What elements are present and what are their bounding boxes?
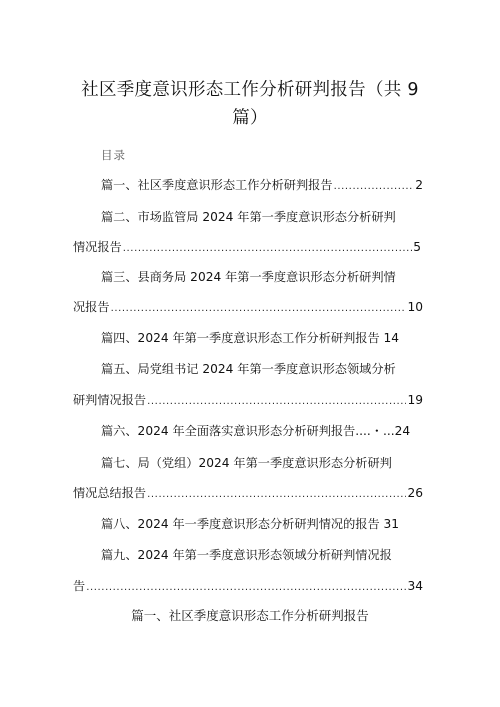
toc-entry-5-line-2[interactable]	[73, 391, 423, 408]
toc-page-number: 5	[413, 240, 421, 254]
toc-leader	[123, 243, 412, 254]
document-title-line-2: 篇）	[232, 108, 268, 128]
toc-entry-8[interactable]: 篇八、2024 年一季度意识形态分析研判情况的报告 31	[101, 517, 400, 531]
toc-page-number: 34	[407, 579, 423, 593]
toc-entry-9-line-2[interactable]	[73, 577, 423, 594]
toc-heading: 目录	[101, 148, 126, 162]
toc-entry-5-line-1[interactable]: 篇五、局党组书记 2024 年第一季度意识形态领域分析	[101, 362, 396, 376]
toc-entry-3-line-2[interactable]	[73, 298, 423, 315]
toc-entry-text: 篇一、社区季度意识形态工作分析研判报告	[101, 178, 333, 192]
toc-leader	[86, 582, 406, 593]
toc-entry-text: 情况总结报告	[73, 486, 147, 500]
toc-entry-3-line-1[interactable]: 篇三、县商务局 2024 年第一季度意识形态分析研判情	[101, 270, 396, 284]
toc-entry-text: 研判情况报告	[73, 393, 147, 407]
toc-page-number: 10	[407, 300, 423, 314]
toc-leader	[147, 489, 406, 500]
toc-page-number: 26	[407, 486, 423, 500]
toc-entry-9-line-1[interactable]: 篇九、2024 年第一季度意识形态领域分析研判情况报	[101, 548, 392, 562]
toc-entry-2-line-1[interactable]: 篇二、市场监管局 2024 年第一季度意识形态分析研判	[101, 210, 396, 224]
toc-entry-text: 况报告	[73, 300, 110, 314]
toc-entry-7-line-1[interactable]: 篇七、局（党组）2024 年第一季度意识形态分析研判	[101, 456, 392, 470]
toc-entry-7-line-2[interactable]	[73, 484, 423, 501]
toc-page-number: 19	[407, 393, 423, 407]
section-heading: 篇一、社区季度意识形态工作分析研判报告	[131, 608, 369, 623]
toc-entry-text: 情况报告	[73, 240, 122, 254]
toc-page-number: 2	[415, 178, 423, 192]
toc-entry-1[interactable]	[101, 176, 423, 193]
document-title-line-1: 社区季度意识形态工作分析研判报告（共 9	[81, 80, 419, 100]
toc-leader	[334, 181, 415, 192]
toc-leader	[147, 396, 406, 407]
toc-entry-text: 告	[73, 579, 86, 593]
toc-entry-6[interactable]: 篇六、2024 年全面落实意识形态分析研判报告....・...24	[101, 424, 411, 438]
toc-entry-2-line-2[interactable]	[73, 238, 421, 255]
toc-leader	[111, 303, 407, 314]
toc-entry-4[interactable]: 篇四、2024 年第一季度意识形态工作分析研判报告 14	[101, 331, 400, 345]
